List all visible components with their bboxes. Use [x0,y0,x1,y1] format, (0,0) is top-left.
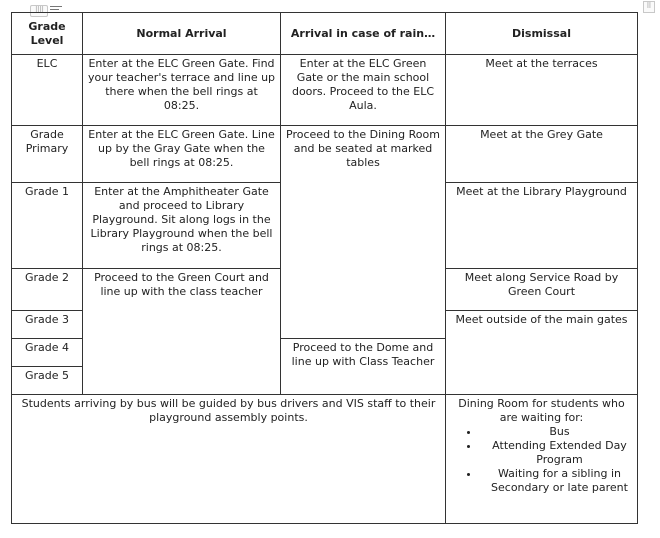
cell-dismissal-grade-2[interactable]: Meet along Service Road by Green Court [446,269,638,311]
cell-normal-grade-1[interactable]: Enter at the Amphitheater Gate and proceed to Library Playground. Sit along logs in the Library Playground when the bell rings at 08:25. [83,183,281,269]
cell-dismissal-elc[interactable]: Meet at the terraces [446,55,638,126]
cell-rain-dome[interactable]: Proceed to the Dome and line up with Class Teacher [281,339,446,395]
arrival-dismissal-table [11,12,638,524]
table-row [12,55,638,126]
list-item: • Attending Extended Day Program [480,439,633,467]
cell-dismissal-primary[interactable]: Meet at the Grey Gate [446,126,638,183]
cell-grade-elc[interactable]: ELC [12,55,83,126]
list-item: • Waiting for a sibling in Secondary or late parent [480,467,633,495]
cell-grade-primary[interactable]: Grade Primary [12,126,83,183]
cell-dismissal-main-gates[interactable]: Meet outside of the main gates [446,311,638,395]
dismissal-bus-intro: Dining Room for students who are waiting for: [458,397,625,424]
table-row [12,395,638,524]
table-row [12,126,638,183]
table-move-handle[interactable]: ⠿⠿ [30,5,48,17]
table-resize-handle[interactable]: ⠿ [643,1,655,13]
cell-grade-2[interactable]: Grade 2 [12,269,83,311]
cell-grade-1[interactable]: Grade 1 [12,183,83,269]
cell-grade-5[interactable]: Grade 5 [12,367,83,395]
cell-dismissal-bus[interactable] [446,395,638,524]
header-grade-level[interactable]: Grade Level [12,13,83,55]
header-row [12,13,638,55]
dismissal-bus-list [450,425,633,495]
cell-bus-arrival[interactable]: Students arriving by bus will be guided by bus drivers and VIS staff to their playground assembly points. [12,395,446,524]
cell-rain-dining-room[interactable]: Proceed to the Dining Room and be seated at marked tables [281,126,446,339]
cell-dismissal-grade-1[interactable]: Meet at the Library Playground [446,183,638,269]
cell-grade-3[interactable]: Grade 3 [12,311,83,339]
list-item: • Bus [480,425,633,439]
header-normal-arrival[interactable]: Normal Arrival [83,13,281,55]
cell-rain-elc[interactable]: Enter at the ELC Green Gate or the main school doors. Proceed to the ELC Aula. [281,55,446,126]
cell-grade-4[interactable]: Grade 4 [12,339,83,367]
header-dismissal[interactable]: Dismissal [446,13,638,55]
cell-normal-elc[interactable]: Enter at the ELC Green Gate. Find your teacher's terrace and line up there when the bell rings at 08:25. [83,55,281,126]
cell-normal-primary[interactable]: Enter at the ELC Green Gate. Line up by the Gray Gate when the bell rings at 08:25. [83,126,281,183]
cell-normal-green-court[interactable]: Proceed to the Green Court and line up with the class teacher [83,269,281,395]
header-rain-arrival[interactable]: Arrival in case of rain… [281,13,446,55]
